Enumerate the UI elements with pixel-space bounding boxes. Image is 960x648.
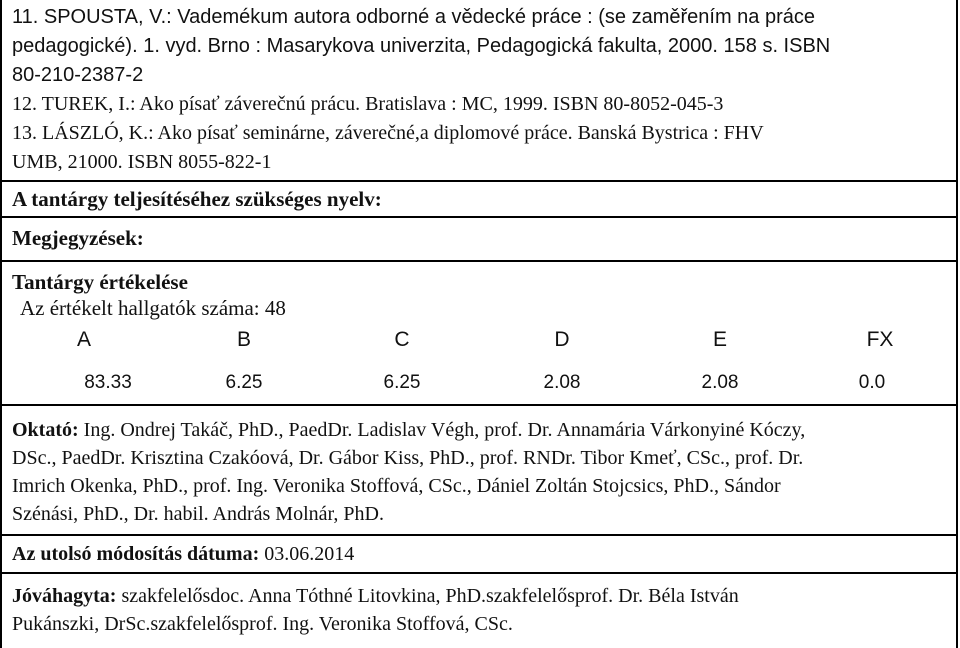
evaluated-students: Az értékelt hallgatók száma: 48 <box>20 296 286 320</box>
grade-value-c: 6.25 <box>383 372 421 393</box>
teachers-text-1: Ing. Ondrej Takáč, PhD., PaedDr. Ladislav Végh, prof. Dr. Annamária Várkonyiné Kóczy, <box>78 419 806 441</box>
literature-line-6: UMB, 21000. ISBN 8055-822-1 <box>12 151 272 173</box>
approved-line-1 <box>12 584 739 608</box>
grade-label-fx: FX <box>866 328 894 351</box>
approved-label: Jóváhagyta: <box>12 585 117 607</box>
grade-value-fx: 0.0 <box>858 372 886 393</box>
last-modified-line <box>12 542 354 566</box>
approved-section <box>2 574 956 648</box>
teachers-line-4: Szénási, PhD., Dr. habil. András Molnár, PhD. <box>12 503 384 525</box>
grade-label-e: E <box>712 328 727 351</box>
teachers-line-3: Imrich Okenka, PhD., prof. Ing. Veronika Stoffová, CSc., Dániel Zoltán Stojcsics, PhD., Sándor <box>12 475 781 497</box>
evaluation-section <box>2 262 956 406</box>
language-section <box>2 182 956 218</box>
last-modified-value: 03.06.2014 <box>259 543 355 565</box>
teachers-line-1 <box>12 418 805 442</box>
last-modified-label: Az utolsó módosítás dátuma: <box>12 543 260 565</box>
notes-label <box>12 226 144 250</box>
grade-label-d: D <box>554 328 570 351</box>
teachers-line-2: DSc., PaedDr. Krisztina Czakóová, Dr. Gábor Kiss, PhD., prof. RNDr. Tibor Kmeť, CSc., prof. Dr. <box>12 447 804 469</box>
grade-value-e: 2.08 <box>701 372 739 393</box>
grade-value-b: 6.25 <box>225 372 263 393</box>
teachers-label: Oktató: <box>12 419 79 441</box>
approved-text-1: szakfelelősdoc. Anna Tóthné Litovkina, PhD.szakfelelősprof. Dr. Béla István <box>116 585 739 607</box>
language-label <box>12 187 382 211</box>
notes-label-text: Megjegyzések: <box>12 226 144 250</box>
teachers-section <box>2 406 956 536</box>
grade-value-a: 83.33 <box>84 372 132 393</box>
evaluation-title: Tantárgy értékelése <box>12 270 188 294</box>
last-modified-section <box>2 536 956 574</box>
literature-section <box>2 0 956 182</box>
grade-label-c: C <box>394 328 410 351</box>
literature-line-4: 12. TUREK, I.: Ako písať záverečnú prácu. Bratislava : MC, 1999. ISBN 80-8052-045-3 <box>12 93 724 115</box>
literature-line-2: pedagogické). 1. vyd. Brno : Masarykova univerzita, Pedagogická fakulta, 2000. 158 s. ISBN <box>12 35 831 57</box>
literature-line-5: 13. LÁSZLÓ, K.: Ako písať seminárne, záverečné,a diplomové práce. Banská Bystrica : FHV <box>12 122 764 144</box>
grade-label-b: B <box>236 328 251 351</box>
literature-line-3: 80-210-2387-2 <box>12 64 144 86</box>
notes-section <box>2 218 956 262</box>
literature-line-1: 11. SPOUSTA, V.: Vademékum autora odborné a vědecké práce : (se zaměřením na práce <box>12 6 816 28</box>
grade-label-a: A <box>76 328 91 351</box>
language-label-text: A tantárgy teljesítéséhez szükséges nyelv: <box>12 187 382 211</box>
grade-value-d: 2.08 <box>543 372 581 393</box>
approved-line-2: Pukánszki, DrSc.szakfelelősprof. Ing. Veronika Stoffová, CSc. <box>12 613 513 635</box>
